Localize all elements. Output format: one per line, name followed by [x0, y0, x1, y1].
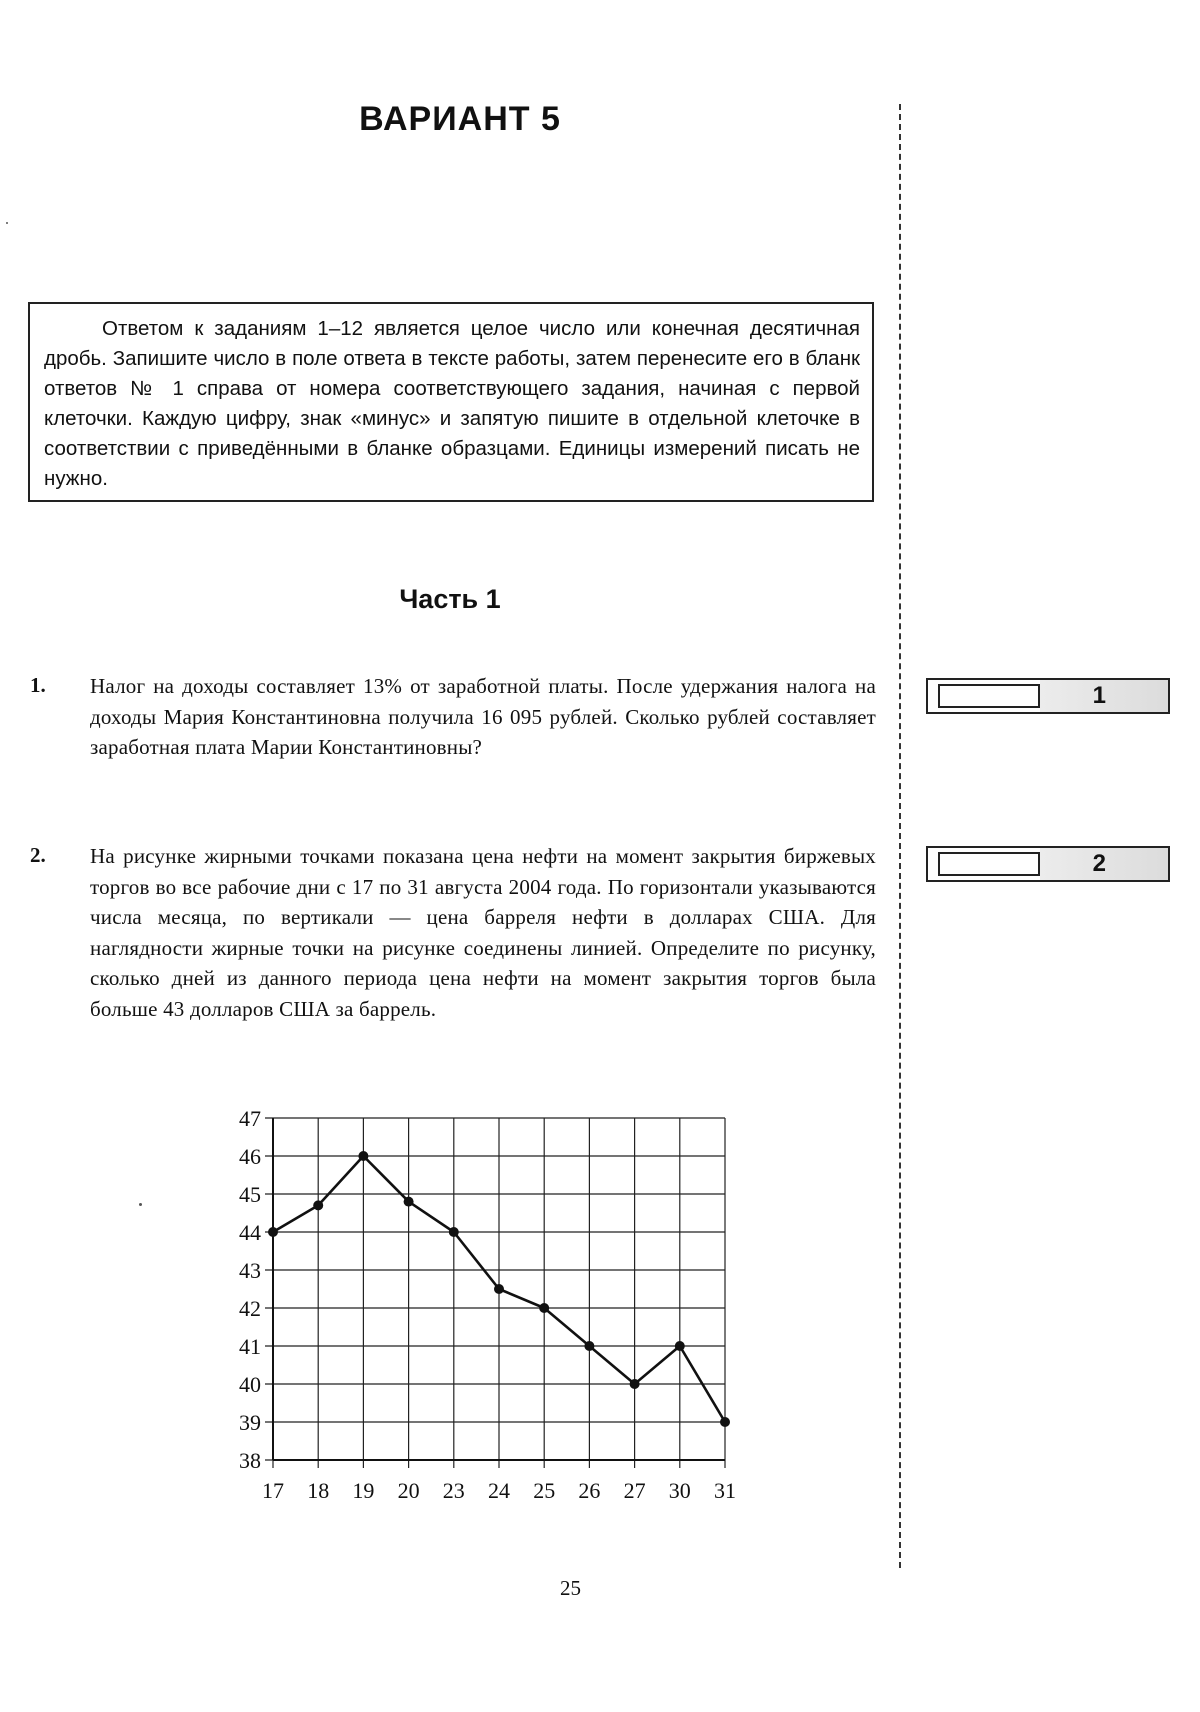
page-number: 25	[560, 1576, 581, 1600]
x-tick-label: 17	[262, 1478, 284, 1503]
y-tick-label: 39	[239, 1410, 261, 1435]
y-tick-label: 40	[239, 1372, 261, 1397]
x-tick-label: 23	[442, 1478, 465, 1503]
answer-field-1[interactable]	[938, 684, 1040, 708]
answer-box-1	[926, 678, 1170, 714]
x-tick-label: 27	[623, 1478, 646, 1503]
data-point	[404, 1197, 414, 1207]
x-tick-label: 30	[668, 1478, 691, 1503]
question-2-text: На рисунке жирными точками показана цена нефти на момент закрытия биржевых торгов во все рабочие дни с 17 по 31 августа 2004 года. По горизонтали указываются числа месяца, по вертикали — цена барреля нефти в долларах США. Для наглядности жирные точки на рисунке соединены линией. Определите по рисунку, сколько дней из данного периода цена нефти на момент закрытия торгов была больше 43 долларов США за баррель.	[90, 844, 876, 1021]
answer-box-2-label: 2	[1092, 850, 1106, 877]
data-point	[358, 1151, 368, 1161]
x-tick-label: 18	[307, 1478, 330, 1503]
x-tick-label: 31	[714, 1478, 736, 1503]
question-1-number: 1.	[30, 673, 46, 697]
question-2-number: 2.	[30, 843, 46, 867]
y-tick-label: 43	[239, 1258, 261, 1283]
data-point	[449, 1227, 459, 1237]
instruction-box	[28, 302, 874, 502]
oil-price-chart	[215, 1100, 755, 1520]
y-tick-label: 38	[239, 1448, 261, 1473]
part-title: Часть 1	[399, 584, 501, 614]
data-point	[539, 1303, 549, 1313]
y-tick-label: 42	[239, 1296, 261, 1321]
answer-field-2[interactable]	[938, 852, 1040, 876]
y-tick-label: 47	[239, 1106, 261, 1131]
x-tick-label: 20	[397, 1478, 420, 1503]
x-tick-label: 19	[352, 1478, 375, 1503]
data-point	[720, 1417, 730, 1427]
data-point	[630, 1379, 640, 1389]
scan-speck	[139, 1203, 142, 1206]
data-point	[494, 1284, 504, 1294]
y-tick-label: 45	[239, 1182, 261, 1207]
x-tick-label: 26	[578, 1478, 601, 1503]
y-tick-label: 44	[239, 1220, 261, 1245]
instruction-text: Ответом к заданиям 1–12 является целое число или конечная десятичная дробь. Запишите число в поле ответа в тексте работы, затем перенесите его в бланк ответов № 1 справа от номера соответствующего задания, начиная с первой клеточки. Каждую цифру, знак «минус» и запятую пишите в отдельной клеточке в соответствии с приведёнными в бланке образцами. Единицы измерений писать не нужно.	[44, 317, 860, 490]
cut-line	[899, 104, 901, 1568]
answer-box-1-label: 1	[1092, 682, 1106, 709]
y-tick-label: 46	[239, 1144, 261, 1169]
data-point	[313, 1200, 323, 1210]
answer-box-2	[926, 846, 1170, 882]
data-point	[675, 1341, 685, 1351]
x-tick-label: 25	[533, 1478, 556, 1503]
question-1-text: Налог на доходы составляет 13% от заработной платы. После удержания налога на доходы Мария Константиновна получила 16 095 рублей. Сколько рублей составляет заработная плата Марии Константиновны?	[90, 674, 876, 759]
y-tick-label: 41	[239, 1334, 261, 1359]
scan-speck	[6, 222, 8, 224]
x-tick-label: 24	[488, 1478, 510, 1503]
page-title: ВАРИАНТ 5	[359, 100, 561, 138]
data-point	[584, 1341, 594, 1351]
data-point	[268, 1227, 278, 1237]
